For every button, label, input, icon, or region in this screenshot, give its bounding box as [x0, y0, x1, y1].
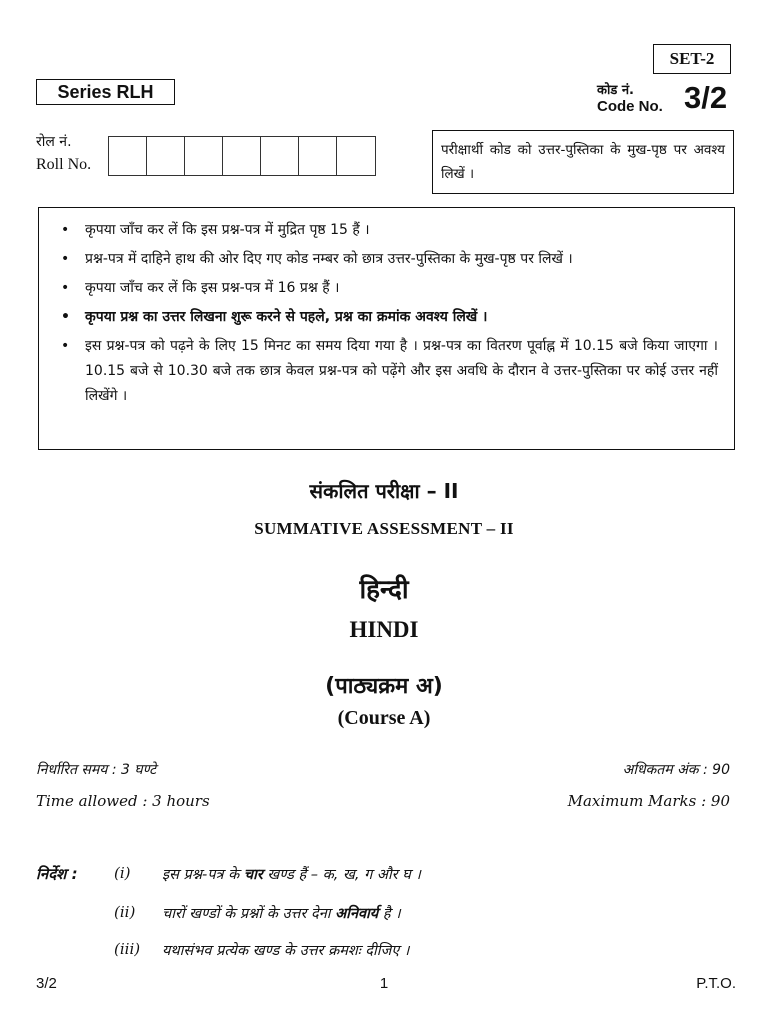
- instruction-item: [59, 305, 718, 330]
- instructions-list: [59, 218, 718, 409]
- direction-text: [162, 864, 421, 884]
- direction-text-part: खण्ड हैं – क, ख, ग और घ ।: [262, 867, 421, 883]
- direction-number: (ii): [114, 903, 136, 921]
- instruction-item: [59, 247, 718, 272]
- roll-number-cell[interactable]: [299, 137, 337, 175]
- bullet-icon: •: [61, 280, 70, 296]
- direction-text-part: इस प्रश्न-पत्र के: [162, 867, 244, 883]
- direction-text: [162, 940, 409, 960]
- code-label-en: Code No.: [597, 98, 663, 115]
- roll-number-cell[interactable]: [337, 137, 375, 175]
- direction-number: (iii): [114, 940, 141, 958]
- roll-number-cell[interactable]: [109, 137, 147, 175]
- time-allowed-hindi: निर्धारित समय : 3 घण्टे: [36, 762, 157, 778]
- bullet-icon: •: [61, 251, 70, 267]
- series-label: Series RLH: [36, 79, 175, 105]
- direction-text-part: यथासंभव प्रत्येक खण्ड के उत्तर क्रमशः दीजिए ।: [162, 943, 410, 959]
- instruction-text: प्रश्न-पत्र में दाहिने हाथ की ओर दिए गए कोड नम्बर को छात्र उत्तर-पुस्तिका के मुख-पृष्ठ पर लिखें ।: [85, 251, 573, 267]
- max-marks-hindi: अधिकतम अंक : 90: [622, 762, 730, 778]
- pto-label: P.T.O.: [696, 975, 736, 992]
- directions-label: निर्देश :: [36, 865, 78, 883]
- page-number: 1: [379, 975, 389, 992]
- bullet-icon: •: [61, 309, 70, 325]
- roll-number-boxes: [108, 136, 376, 176]
- instruction-text: कृपया जाँच कर लें कि इस प्रश्न-पत्र में मुद्रित पृष्ठ 15 हैं ।: [85, 222, 370, 238]
- roll-number-cell[interactable]: [185, 137, 223, 175]
- instruction-item: [59, 334, 718, 409]
- footer-code: 3/2: [36, 975, 57, 992]
- subject-hindi: हिन्दी: [359, 575, 409, 605]
- roll-number-cell[interactable]: [223, 137, 261, 175]
- instruction-item: [59, 276, 718, 301]
- subject-en: HINDI: [349, 617, 419, 642]
- candidate-code-note: परीक्षार्थी कोड को उत्तर-पुस्तिका के मुख-पृष्ठ पर अवश्य लिखें ।: [432, 130, 734, 194]
- course-hindi: (पाठ्यक्रम अ): [325, 674, 443, 699]
- direction-text-part: है ।: [378, 906, 401, 922]
- direction-emphasis: अनिवार्य: [335, 906, 379, 922]
- exam-title-hindi: संकलित परीक्षा – II: [309, 479, 459, 503]
- bullet-icon: •: [61, 338, 70, 354]
- code-label-hindi: कोड नं.: [597, 83, 634, 98]
- roll-number-cell[interactable]: [261, 137, 299, 175]
- code-number: 3/2: [684, 80, 728, 115]
- direction-text-part: चारों खण्डों के प्रश्नों के उत्तर देना: [162, 906, 336, 922]
- direction-emphasis: चार: [243, 867, 263, 883]
- max-marks-en: Maximum Marks : 90: [567, 792, 730, 810]
- instruction-item: [59, 218, 718, 243]
- time-allowed-en: Time allowed : 3 hours: [36, 792, 210, 810]
- exam-title-en: SUMMATIVE ASSESSMENT – II: [254, 519, 514, 538]
- roll-label-en: Roll No.: [36, 156, 92, 173]
- direction-number: (i): [114, 864, 131, 882]
- course-en: (Course A): [337, 707, 431, 729]
- direction-text: [162, 903, 401, 923]
- instructions-box: [38, 207, 735, 450]
- instruction-text: कृपया प्रश्न का उत्तर लिखना शुरू करने से पहले, प्रश्न का क्रमांक अवश्य लिखें ।: [85, 309, 488, 325]
- roll-number-cell[interactable]: [147, 137, 185, 175]
- instruction-text: इस प्रश्न-पत्र को पढ़ने के लिए 15 मिनट का समय दिया गया है । प्रश्न-पत्र का वितरण पूर्वाह्न में 10.15 बजे किया जाएगा । 10.15 बजे से 10.30 बजे तक छात्र केवल प्रश्न-पत्र को पढ़ेंगे और इस अवधि के दौरान वे उत्तर-पुस्तिका पर कोई उत्तर नहीं लिखेंगे ।: [85, 338, 718, 404]
- set-label: SET-2: [653, 44, 731, 74]
- bullet-icon: •: [61, 222, 70, 238]
- roll-label-hindi: रोल नं.: [36, 134, 72, 150]
- instruction-text: कृपया जाँच कर लें कि इस प्रश्न-पत्र में 16 प्रश्न हैं ।: [85, 280, 340, 296]
